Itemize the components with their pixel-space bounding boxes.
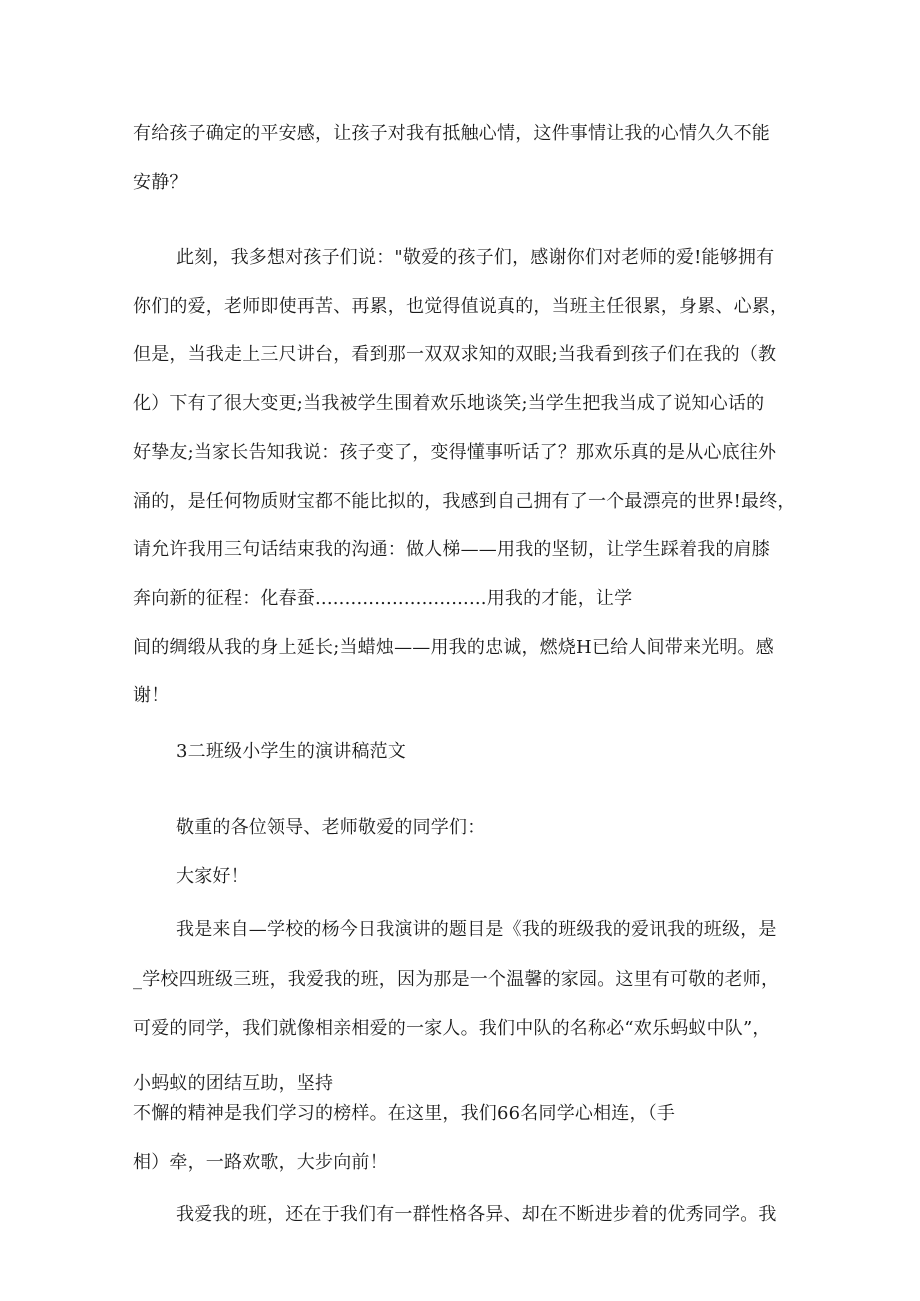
paragraph-line: 涌的，是任何物质财宝都不能比拟的，我感到自己拥有了一个最漂亮的世界!最终， — [133, 491, 796, 512]
paragraph-line: 有给孩子确定的平安感，让孩子对我有抵触心情，这件事情让我的心情久久不能 — [133, 123, 770, 144]
paragraph-line: 你们的爱，老师即使再苦、再累，也觉得值说真的，当班主任很累，身累、心累， — [133, 296, 789, 317]
paragraph-line: 此刻，我多想对孩子们说："敬爱的孩子们，感谢你们对老师的爱!能够拥有 — [176, 247, 775, 268]
paragraph-line: 安静？ — [133, 172, 188, 193]
paragraph-line: _学校四班级三班，我爱我的班，因为那是一个温馨的家园。这里有可敬的老师， — [133, 969, 780, 990]
paragraph-line: 化）下有了很大变更;当我被学生围着欢乐地谈笑;当学生把我当成了说知心话的 — [133, 393, 765, 414]
paragraph-line: 奔向新的征程：化春蚕.............................用我的才能，让学 — [133, 588, 633, 609]
paragraph-line: 间的绸缎从我的身上延长;当蜡烛——用我的忠诚，燃烧H已给人间带来光明。感 — [133, 637, 774, 658]
paragraph-line: 但是，当我走上三尺讲台，看到那一双双求知的双眼;当我看到孩子们在我的（教 — [133, 344, 777, 365]
paragraph-line: 可爱的同学，我们就像相亲相爱的一家人。我们中队的名称必“欢乐蚂蚁中队”， — [133, 1018, 771, 1039]
paragraph-line: 请允许我用三句话结束我的沟通：做人梯——用我的坚韧，让学生踩着我的肩膝 — [133, 539, 770, 560]
paragraph-line: 我爱我的班，还在于我们有一群性格各异、却在不断进步着的优秀同学。我 — [176, 1204, 777, 1225]
paragraph-line: 大家好！ — [176, 866, 249, 887]
paragraph-line: 我是来自—学校的杨今日我演讲的题目是《我的班级我的爱讯我的班级，是 — [176, 919, 777, 940]
section-heading: 3二班级小学生的演讲稿范文 — [176, 741, 407, 762]
paragraph-line: 不懈的精神是我们学习的榜样。在这里，我们66名同学心相连，（手 — [133, 1103, 676, 1124]
paragraph-line: 相）牵，一路欢歌，大步向前！ — [133, 1152, 388, 1173]
paragraph-line: 小蚂蚁的团结互助，坚持 — [133, 1073, 334, 1094]
paragraph-line: 好挚友;当家长告知我说：孩子变了，变得懂事听话了？那欢乐真的是从心底往外 — [133, 442, 777, 463]
paragraph-line: 谢！ — [133, 685, 170, 706]
paragraph-line: 敬重的各位领导、老师敬爱的同学们： — [176, 817, 486, 838]
